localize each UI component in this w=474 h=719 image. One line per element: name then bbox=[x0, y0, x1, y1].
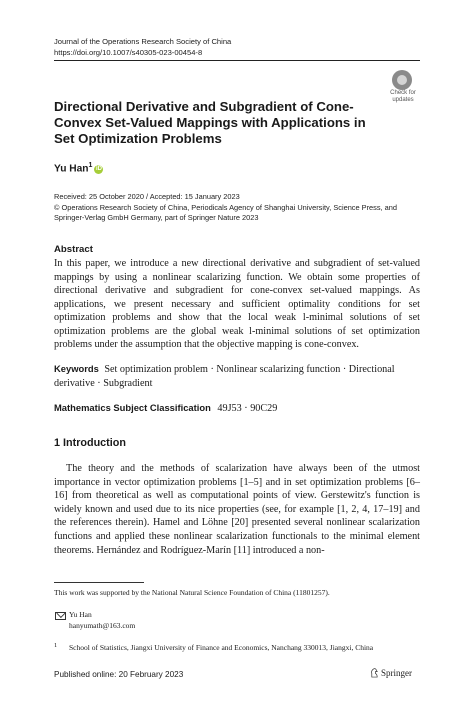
msc-text: 49J53 · 90C29 bbox=[217, 403, 278, 414]
envelope-icon bbox=[55, 612, 66, 620]
footnote-rule bbox=[54, 582, 144, 583]
springer-horse-icon bbox=[370, 668, 379, 678]
affiliation-number: 1 bbox=[54, 642, 58, 649]
corresponding-author bbox=[69, 609, 135, 631]
funding-note: This work was supported by the National Natural Science Foundation of China (11801257). bbox=[54, 588, 330, 597]
affiliation: School of Statistics, Jiangxi University of Finance and Economics, Nanchang 330013, Jiangxi, China bbox=[69, 643, 374, 652]
journal-name: Journal of the Operations Research Society of China bbox=[54, 37, 232, 46]
copyright: © Operations Research Society of China, Periodicals Agency of Shanghai University, Science Press, and Springer-Verlag GmbH Germany, part of Springer Nature 2023 bbox=[54, 202, 397, 223]
keywords bbox=[54, 362, 420, 390]
check-updates-icon bbox=[392, 70, 412, 90]
keywords-text: Set optimization problem · Nonlinear scalarizing function · Directional derivative · Subgradient bbox=[54, 364, 395, 389]
corr-name: Yu Han bbox=[69, 610, 92, 619]
abstract-heading: Abstract bbox=[54, 244, 93, 255]
author-affiliation-mark: 1 bbox=[88, 162, 93, 169]
badge-line1: Check for bbox=[390, 90, 416, 96]
msc bbox=[54, 402, 420, 414]
corr-email[interactable]: hanyumath@163.com bbox=[69, 621, 136, 630]
journal-header bbox=[54, 36, 231, 58]
author-name: Yu Han bbox=[54, 163, 89, 175]
paper-title: Directional Derivative and Subgradient of Cone-Convex Set-Valued Mappings with Applications in Set Optimization Problems bbox=[54, 99, 366, 146]
keywords-heading: Keywords bbox=[54, 363, 99, 374]
abstract-text: In this paper, we introduce a new directional derivative and subgradient of set-valued mappings by using a nonlinear scalarizing function. We obtain some properties of directional derivative and subgradient for cone-convex set-valued mappings. As applications, we present necessary and sufficient optimality conditions for set optimization problems and show that the local weak l-minimal solutions of set optimization problems are the global weak l-minimal solutions of set optimization problems under the assumption that the objective mapping is cone-convex. bbox=[54, 258, 420, 350]
check-for-updates-badge[interactable] bbox=[383, 70, 423, 104]
msc-heading: Mathematics Subject Classification bbox=[54, 402, 211, 413]
section-heading: 1 Introduction bbox=[54, 437, 126, 449]
intro-paragraph: The theory and the methods of scalarization have always been of the utmost importance in vector optimization problems [1–5] and in set optimization problems [6–16] from theoretical as well as computational points of view. Gerstewitz's function is widely known and used due to its nice properties (see, for example [1, 2, 4, 17–19] and the references therein). Hamel and Löhne [20] presented several nonlinear scalarization functions and applied these nonlinear scalarization functionals to the minimal element theorems. Hernández and Rodríguez-Marín [11] introduced a non- bbox=[54, 463, 420, 556]
badge-line2: updates bbox=[392, 96, 414, 103]
publisher-logo bbox=[370, 668, 412, 678]
article-meta bbox=[54, 192, 424, 224]
doi-link[interactable]: https://doi.org/10.1007/s40305-023-00454-8 bbox=[54, 48, 203, 57]
orcid-icon[interactable]: iD bbox=[95, 166, 102, 173]
published-date: Published online: 20 February 2023 bbox=[54, 670, 184, 679]
author bbox=[54, 162, 103, 174]
publisher-name: Springer bbox=[381, 668, 412, 678]
dates: Received: 25 October 2020 / Accepted: 15 January 2023 bbox=[54, 192, 240, 201]
header-rule bbox=[54, 60, 420, 61]
